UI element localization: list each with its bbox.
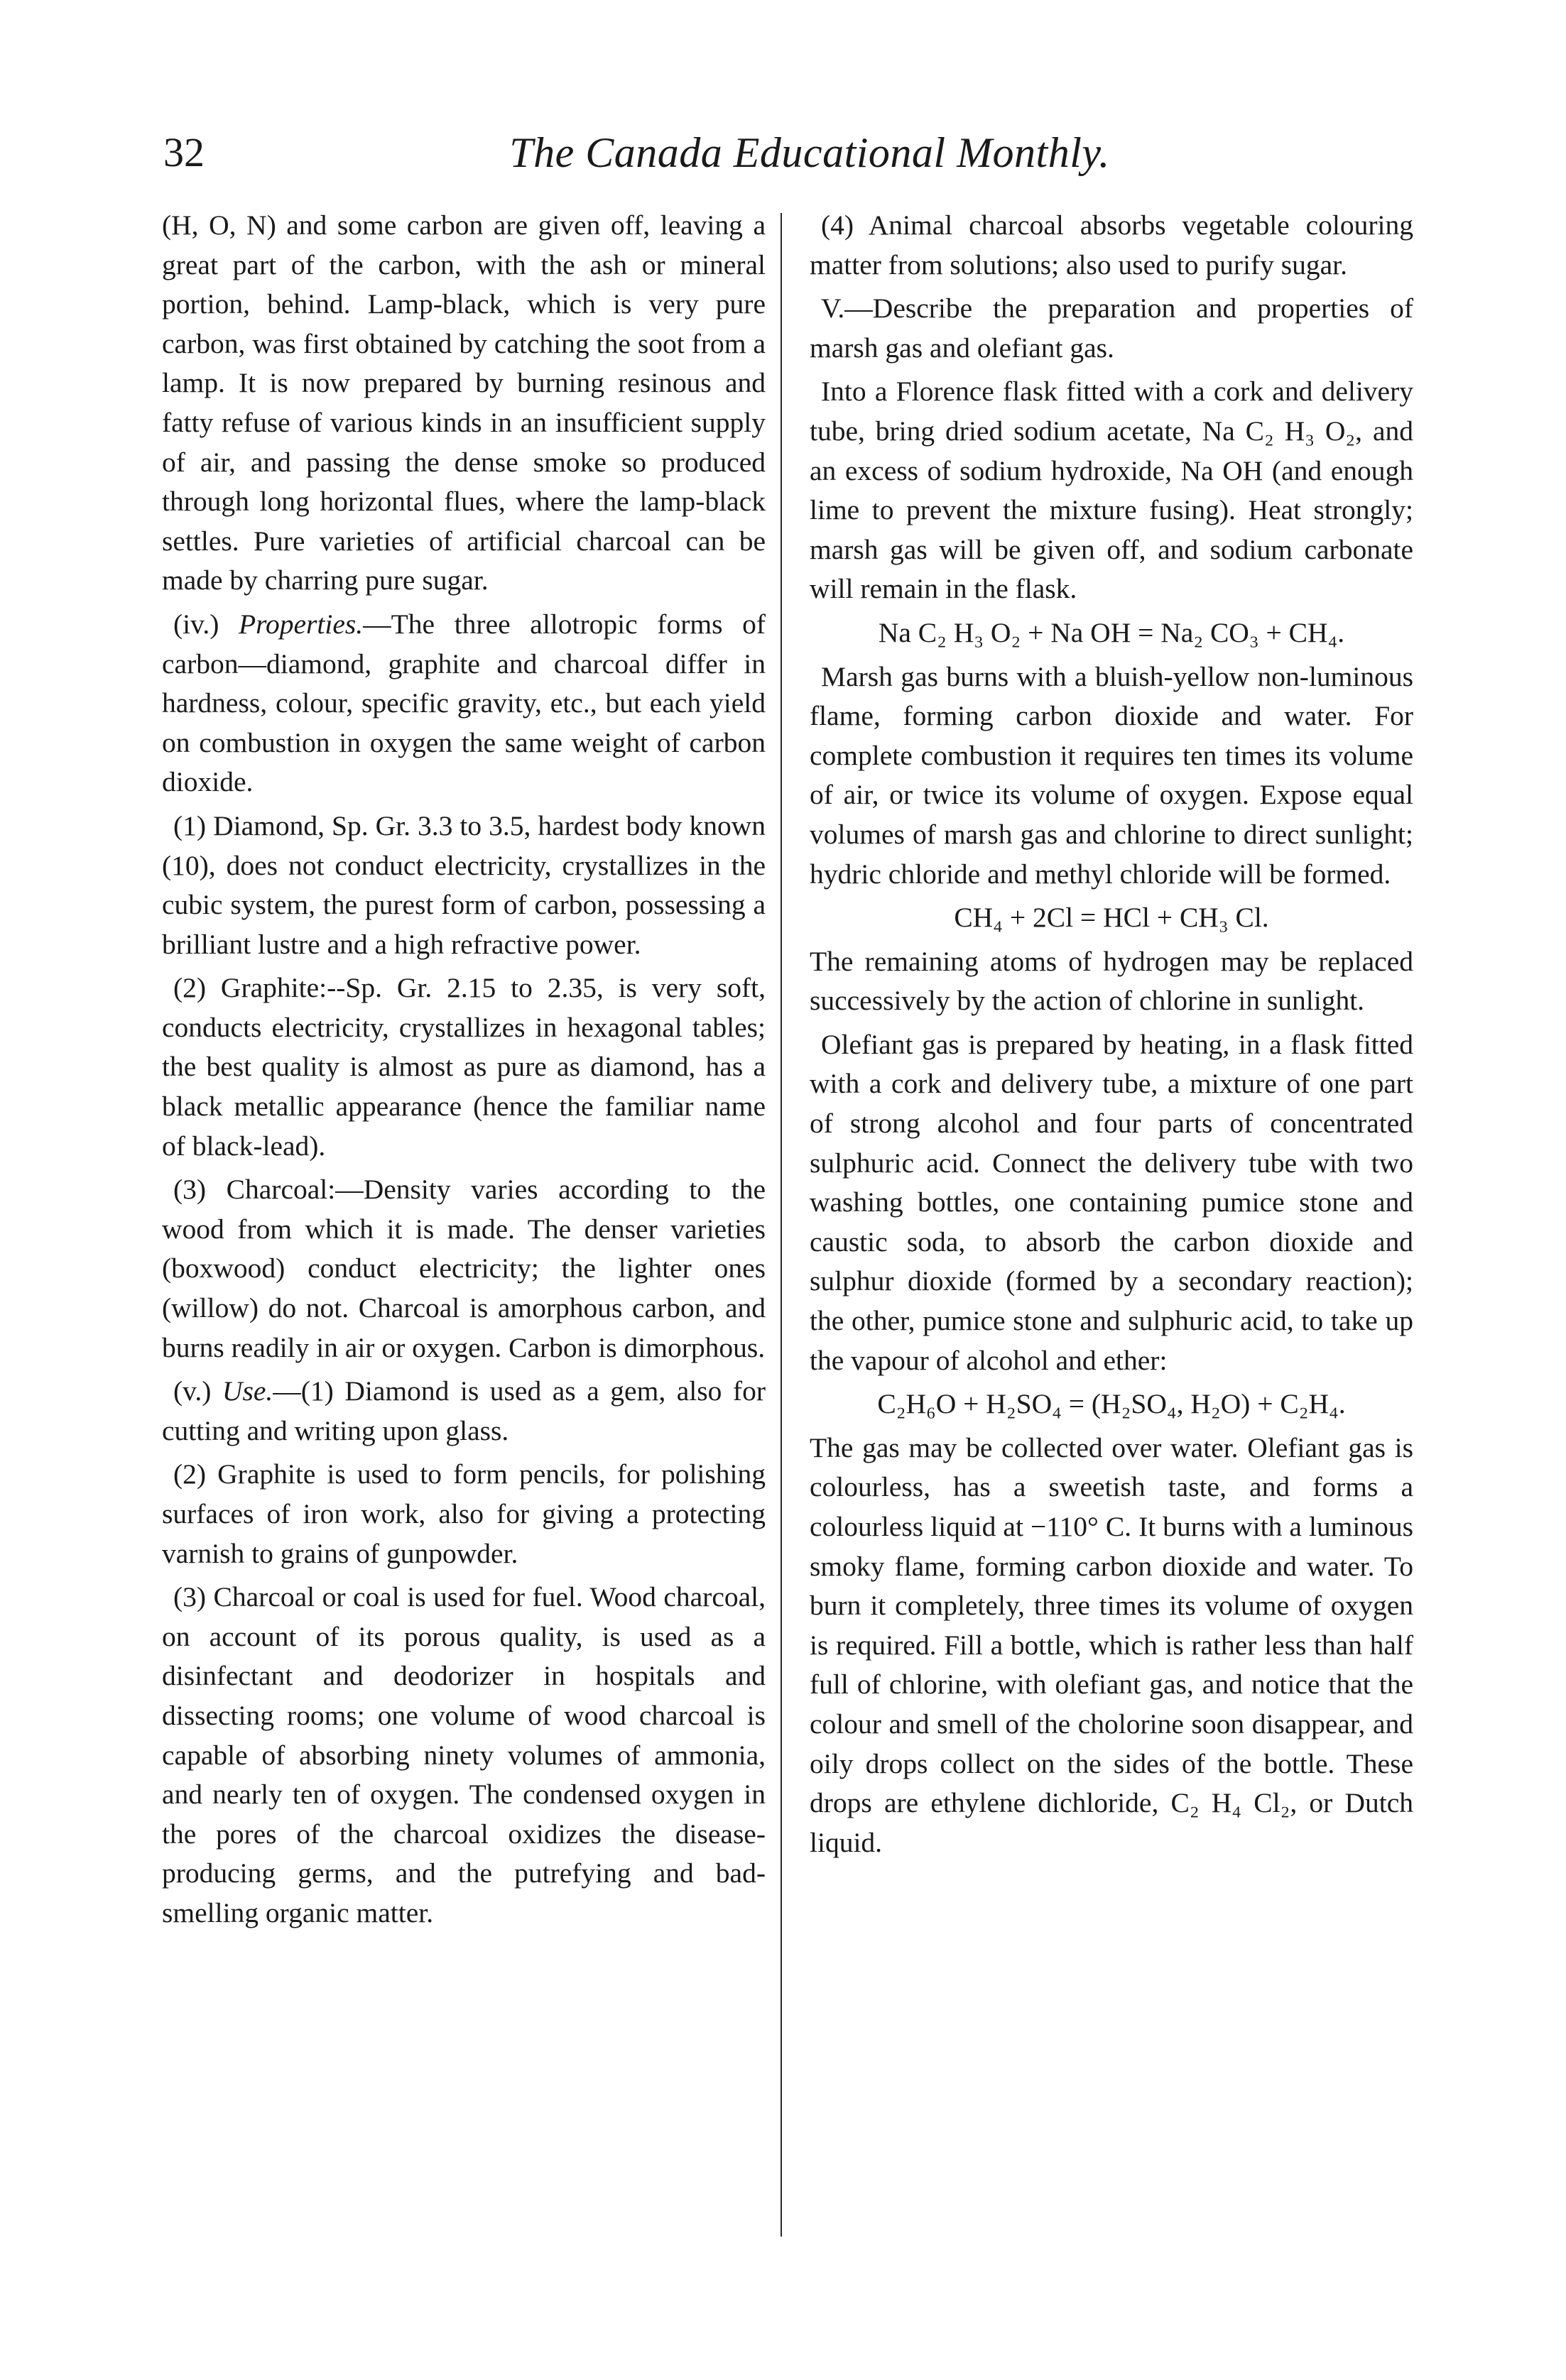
page-header [163, 121, 1456, 185]
section-heading-properties: Properties. [238, 608, 364, 640]
equation-chlorination: CH₄ + 2Cl = HCl + CH₃ Cl. [954, 902, 1269, 934]
page-number: 32 [163, 129, 205, 175]
equation-marsh-gas: Na C₂ H₃ O₂ + Na OH = Na₂ CO₃ + CH₄. [878, 616, 1345, 648]
paragraph-graphite: (2) Graphite:--Sp. Gr. 2.15 to 2.35, is very soft, conducts electricity, crystallizes in hexagonal tables; the best quality is almost as pure as diamond, has a black metallic appearance (hence the familiar name of black-lead). [162, 972, 766, 1162]
section-label-iv: (iv.) [173, 608, 239, 640]
paragraph-use [162, 1372, 766, 1451]
section-heading-use: Use. [222, 1375, 273, 1407]
paragraph-marsh-gas-burns: Marsh gas burns with a bluish-yellow non-luminous flame, forming carbon dioxide and water. For complete combustion it requires ten times its volume of air, or twice its volume of oxygen. Expose equal volumes of marsh gas and chlorine to direct sunlight; hydric chloride and methyl chloride will be formed. [810, 660, 1413, 890]
paragraph-hydrogen-replaced: The remaining atoms of hydrogen may be replaced successively by the action of chlorine in sunlight. [810, 945, 1413, 1017]
left-column [162, 206, 766, 1938]
paragraph-charcoal: (3) Charcoal:—Density varies according to the wood from which it is made. The denser varieties (boxwood) conduct electricity; the lighter ones (willow) do not. Charcoal is amorphous carbon, and burns readily in air or oxygen. Carbon is dimorphous. [162, 1174, 766, 1363]
paragraph-marsh-gas-prep: Into a Florence flask fitted with a cork and delivery tube, bring dried sodium acetate, Na C₂ H₃ O₂, and an excess of sodium hydroxide, Na OH (and enough lime to prevent the mixture fusing). Heat strongly; marsh gas will be given off, and sodium carbonate will remain in the flask. [810, 376, 1413, 605]
paragraph-charcoal-use: (3) Charcoal or coal is used for fuel. Wood charcoal, on account of its porous quality, is used as a disinfectant and deodorizer in hospitals and dissecting rooms; one volume of wood charcoal is capable of absorbing ninety volumes of ammonia, and nearly ten of oxygen. The condensed oxygen in the pores of the charcoal oxidizes the disease-producing germs, and the putrefying and bad-smelling organic matter. [162, 1581, 766, 1928]
running-title: The Canada Educational Monthly. [509, 129, 1110, 176]
right-column [810, 206, 1413, 1867]
use-text: —(1) Diamond is used as a gem, also for cutting and writing upon glass. [162, 1375, 766, 1446]
section-label-v: (v.) [173, 1375, 222, 1407]
question-v: V.—Describe the preparation and properties of marsh gas and olefiant gas. [810, 293, 1413, 364]
paragraph-lamp-black: (H, O, N) and some carbon are given off, leaving a great part of the carbon, with the ash or mineral portion, behind. Lamp-black, which is very pure carbon, was first obtained by catching the soot from a lamp. It is now prepared by burning resinous and fatty refuse of various kinds in an insufficient supply of air, and passing the dense smoke so produced through long horizontal flues, where the lamp-black settles. Pure varieties of artificial charcoal can be made by charring pure sugar. [162, 209, 766, 596]
equation-olefiant: C₂H₆O + H₂SO₄ = (H₂SO₄, H₂O) + C₂H₄. [877, 1388, 1346, 1420]
column-divider [781, 213, 782, 2237]
paragraph-properties [162, 605, 766, 802]
paragraph-olefiant-properties: The gas may be collected over water. Olefiant gas is colourless, has a sweetish taste, and forms a colourless liquid at −110° C. It burns with a luminous smoky flame, forming carbon dioxide and water. To burn it completely, three times its volume of oxygen is required. Fill a bottle, which is rather less than half full of chlorine, with olefiant gas, and notice that the colour and smell of the cholorine soon disappear, and oily drops collect on the sides of the bottle. These drops are ethylene dichloride, C₂ H₄ Cl₂, or Dutch liquid. [810, 1431, 1413, 1858]
paragraph-graphite-use: (2) Graphite is used to form pencils, for polishing surfaces of iron work, also for giving a protecting varnish to grains of gunpowder. [162, 1458, 766, 1569]
paragraph-animal-charcoal: (4) Animal charcoal absorbs vegetable colouring matter from solutions; also used to purify sugar. [810, 209, 1413, 280]
paragraph-diamond: (1) Diamond, Sp. Gr. 3.3 to 3.5, hardest body known (10), does not conduct electricity, crystallizes in the cubic system, the purest form of carbon, possessing a brilliant lustre and a high refractive power. [162, 809, 766, 960]
properties-text: —The three allotropic forms of carbon—diamond, graphite and charcoal differ in hardness, colour, specific gravity, etc., but each yield on combustion in oxygen the same weight of carbon dioxide. [162, 608, 766, 798]
paragraph-olefiant-prep: Olefiant gas is prepared by heating, in a flask fitted with a cork and delivery tube, a mixture of one part of strong alcohol and four parts of concentrated sulphuric acid. Connect the delivery tube with two washing bottles, one containing pumice stone and caustic soda, to absorb the carbon dioxide and sulphur dioxide (formed by a secondary reaction); the other, pumice stone and sulphuric acid, to take up the vapour of alcohol and ether: [810, 1028, 1413, 1376]
